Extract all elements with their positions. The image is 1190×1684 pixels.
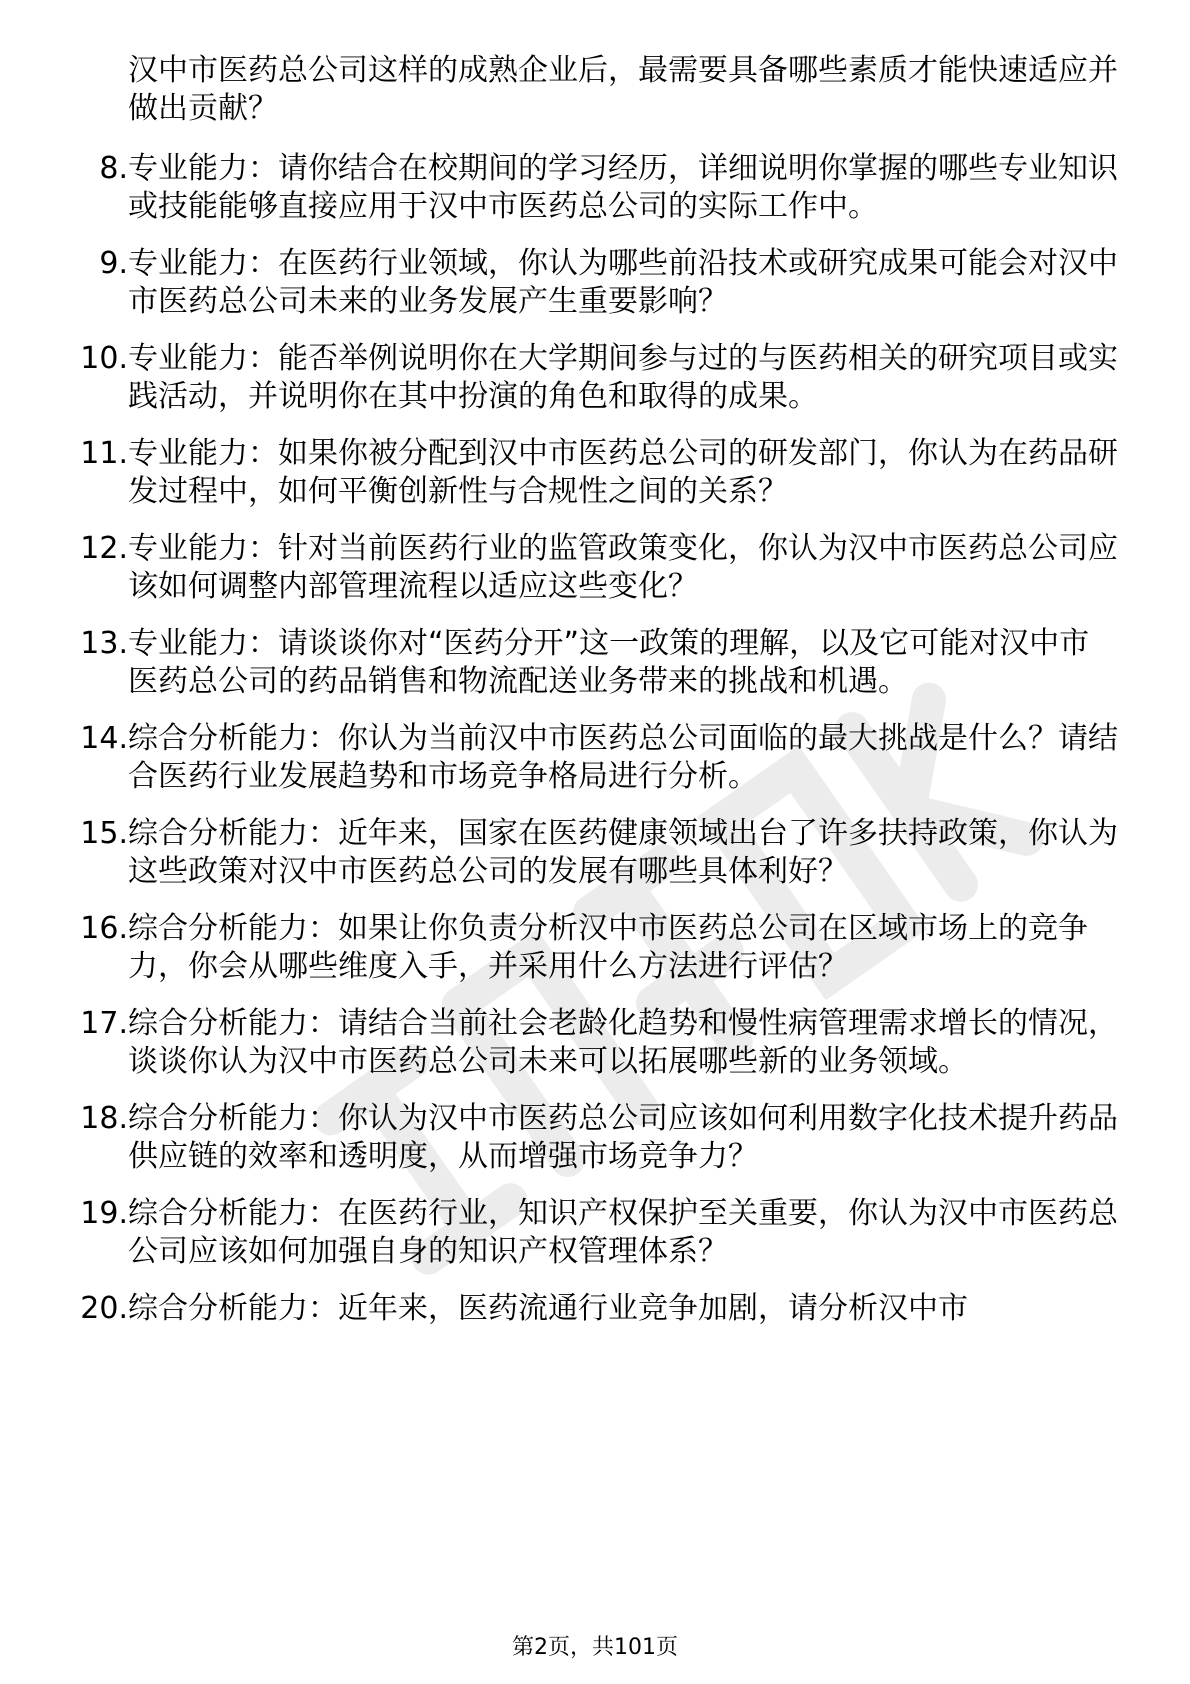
list-item xyxy=(0,720,1190,796)
continuation-text: 汉中市医药总公司这样的成熟企业后，最需要具备哪些素质才能快速适应并做出贡献？ xyxy=(128,53,1118,126)
page-number-footer: 第2页，共101页 xyxy=(512,1635,678,1660)
question-text: 专业能力：在医药行业领域，你认为哪些前沿技术或研究成果可能会对汉中市医药总公司未来的业务发展产生重要影响？ xyxy=(128,246,1118,319)
list-item xyxy=(0,815,1190,891)
question-number: 20. xyxy=(80,1291,128,1326)
list-item xyxy=(0,530,1190,606)
question-text: 综合分析能力：请结合当前社会老龄化趋势和慢性病管理需求增长的情况，谈谈你认为汉中市医药总公司未来可以拓展哪些新的业务领域。 xyxy=(128,1006,1118,1079)
question-text: 专业能力：请谈谈你对“医药分开”这一政策的理解，以及它可能对汉中市医药总公司的药品销售和物流配送业务带来的挑战和机遇。 xyxy=(128,626,1090,699)
question-text: 专业能力：请你结合在校期间的学习经历，详细说明你掌握的哪些专业知识或技能能够直接应用于汉中市医药总公司的实际工作中。 xyxy=(128,151,1118,224)
list-item xyxy=(0,910,1190,986)
question-number: 16. xyxy=(80,911,128,946)
question-text: 综合分析能力：在医药行业，知识产权保护至关重要，你认为汉中市医药总公司应该如何加强自身的知识产权管理体系？ xyxy=(128,1196,1118,1269)
question-text: 综合分析能力：近年来，医药流通行业竞争加剧，请分析汉中市 xyxy=(128,1291,968,1326)
list-item xyxy=(0,1290,1190,1328)
question-text: 综合分析能力：近年来，国家在医药健康领域出台了许多扶持政策，你认为这些政策对汉中市医药总公司的发展有哪些具体利好？ xyxy=(128,816,1118,889)
question-number: 8. xyxy=(99,151,128,186)
question-number: 18. xyxy=(80,1101,128,1136)
question-text: 专业能力：能否举例说明你在大学期间参与过的与医药相关的研究项目或实践活动，并说明你在其中扮演的角色和取得的成果。 xyxy=(128,341,1118,414)
list-item xyxy=(0,150,1190,226)
question-number: 10. xyxy=(80,341,128,376)
question-text: 专业能力：如果你被分配到汉中市医药总公司的研发部门，你认为在药品研发过程中，如何平衡创新性与合规性之间的关系？ xyxy=(128,436,1118,509)
question-text: 综合分析能力：你认为汉中市医药总公司应该如何利用数字化技术提升药品供应链的效率和透明度，从而增强市场竞争力？ xyxy=(128,1101,1118,1174)
question-number: 14. xyxy=(80,721,128,756)
list-item xyxy=(0,1005,1190,1081)
list-item xyxy=(0,245,1190,321)
list-item xyxy=(0,1100,1190,1176)
question-text: 综合分析能力：你认为当前汉中市医药总公司面临的最大挑战是什么？请结合医药行业发展趋势和市场竞争格局进行分析。 xyxy=(128,721,1118,794)
question-list xyxy=(0,150,1190,1347)
question-number: 9. xyxy=(99,246,128,281)
question-number: 17. xyxy=(80,1006,128,1041)
list-item xyxy=(0,340,1190,416)
question-number: 13. xyxy=(80,626,128,661)
question-number: 15. xyxy=(80,816,128,851)
question-number: 19. xyxy=(80,1196,128,1231)
question-text: 综合分析能力：如果让你负责分析汉中市医药总公司在区域市场上的竞争力，你会从哪些维度入手，并采用什么方法进行评估？ xyxy=(128,911,1088,984)
question-number: 11. xyxy=(80,436,128,471)
list-item xyxy=(0,435,1190,511)
list-item xyxy=(0,625,1190,701)
question-text: 专业能力：针对当前医药行业的监管政策变化，你认为汉中市医药总公司应该如何调整内部管理流程以适应这些变化？ xyxy=(128,531,1118,604)
list-item xyxy=(0,1195,1190,1271)
question-number: 12. xyxy=(80,531,128,566)
